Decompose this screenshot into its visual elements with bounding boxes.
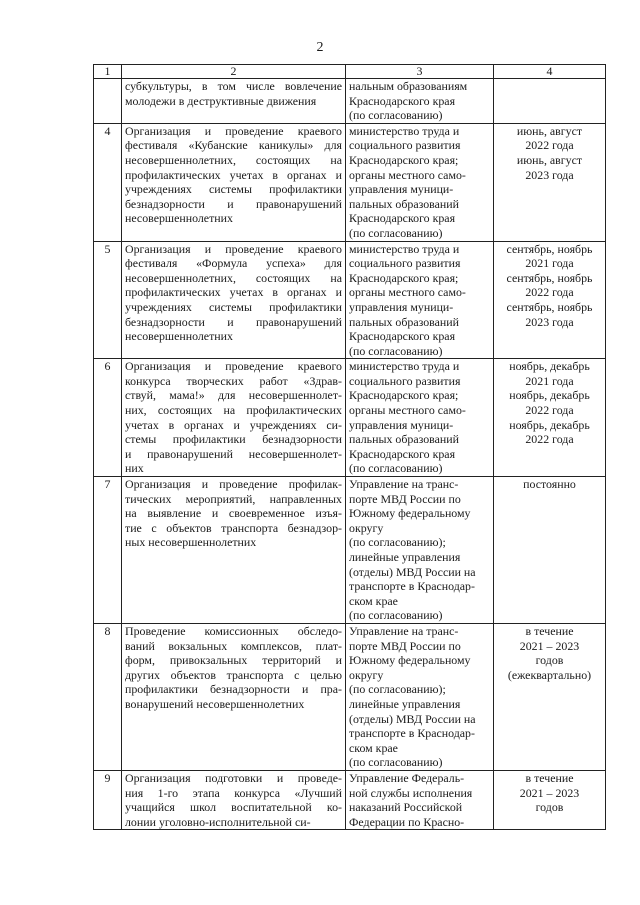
- executor-line: линейные управления: [349, 550, 461, 564]
- executor-line: транспорте в Краснодар-: [349, 726, 475, 741]
- executor-line: управления муници-: [349, 417, 454, 432]
- event-line: них, состоящих на профилактических: [125, 403, 342, 418]
- table-row: [94, 123, 606, 241]
- header-col-event: 2: [122, 65, 346, 79]
- term-line: 2023 года: [525, 314, 574, 329]
- event-description: [122, 770, 346, 829]
- executor-line: Краснодарского края: [349, 446, 456, 461]
- executor-line: округу: [349, 520, 384, 535]
- executor-line: Южному федеральному: [349, 653, 471, 668]
- event-line: несовершеннолетних: [125, 329, 233, 344]
- executor-line: (по согласованию): [349, 755, 443, 770]
- executor: [346, 477, 494, 624]
- event-line: учреждениях системы профилактики: [125, 182, 342, 197]
- table-body: [94, 79, 606, 830]
- executor-line: Краснодарского края;: [349, 388, 459, 403]
- event-description: [122, 241, 346, 359]
- event-line: профилактических учетах в органах и: [125, 167, 342, 182]
- executor-line: управления муници-: [349, 182, 454, 197]
- table-header-row: [94, 65, 606, 79]
- term-line: годов: [535, 800, 564, 815]
- event-line: учреждениях системы профилактики: [125, 299, 342, 314]
- executor-line: социального развития: [349, 138, 461, 153]
- term-line: июнь, август: [516, 152, 583, 167]
- event-description: [122, 79, 346, 124]
- event-line: фестиваля «Кубанские каникулы» для: [125, 138, 342, 153]
- term: [494, 770, 606, 829]
- executor-line: социального развития: [349, 256, 461, 271]
- term: [494, 477, 606, 624]
- term-line: сентябрь, ноябрь: [506, 270, 593, 285]
- event-line: тических мероприятий, направленных: [125, 491, 342, 506]
- executor-line: (отделы) МВД России на: [349, 711, 476, 726]
- event-line: ния 1-го этапа конкурса «Лучший: [125, 785, 342, 800]
- term: [494, 123, 606, 241]
- header-col-number: 1: [94, 65, 122, 79]
- executor-line: порте МВД России по: [349, 638, 461, 653]
- executor-line: наказаний Российской: [349, 800, 463, 815]
- event-line: Организация и проведение краевого: [125, 241, 342, 256]
- event-line: несовершеннолетних, состоящих на: [125, 152, 342, 167]
- event-line: конкурса творческих работ «Здрав-: [125, 373, 342, 388]
- event-line: учетах в органах и учреждениях си-: [125, 417, 342, 432]
- executor-line: ной службы исполнения: [349, 785, 473, 800]
- executor-line: порте МВД России по: [349, 491, 461, 506]
- executor-line: пальных образований: [349, 432, 459, 447]
- measures-table: [93, 64, 606, 830]
- event-line: Организация и проведение профилак-: [125, 477, 342, 492]
- executor-line: (по согласованию);: [349, 535, 446, 550]
- event-description: [122, 359, 346, 477]
- event-line: несовершеннолетних: [125, 211, 233, 226]
- term-line: 2022 года: [525, 285, 574, 300]
- executor-line: Управление на транс-: [349, 477, 459, 492]
- executor-line: Краснодарского края: [349, 329, 456, 344]
- term-line: июнь, август: [516, 123, 583, 138]
- term-line: в течение: [525, 770, 574, 785]
- term-line: 2022 года: [525, 138, 574, 153]
- term-line: 2021 – 2023: [519, 638, 580, 653]
- event-line: ствуй, мама!» для несовершеннолет-: [125, 388, 342, 403]
- table-row: [94, 79, 606, 124]
- term-line: ноябрь, декабрь: [509, 417, 590, 432]
- executor: [346, 241, 494, 359]
- event-line: Организация и проведение краевого: [125, 359, 342, 374]
- row-number: 7: [94, 477, 122, 624]
- event-line: профилактических учетах в органах и: [125, 285, 342, 300]
- executor-line: (отделы) МВД России на: [349, 564, 476, 579]
- event-line: Проведение комиссионных обследо-: [125, 623, 342, 638]
- executor-line: Управление Федераль-: [349, 770, 465, 785]
- event-line: и правонарушений несовершеннолет-: [125, 446, 342, 461]
- executor: [346, 623, 494, 770]
- executor-line: управления муници-: [349, 299, 454, 314]
- executor-line: органы местного само-: [349, 403, 466, 418]
- executor-line: (по согласованию): [349, 343, 443, 358]
- term-line: сентябрь, ноябрь: [506, 241, 593, 256]
- term-line: ноябрь, декабрь: [509, 359, 590, 374]
- executor-line: Федерации по Красно-: [349, 814, 465, 829]
- executor-line: пальных образований: [349, 196, 459, 211]
- event-line: форм, привокзальных территорий и: [125, 653, 342, 668]
- table-row: [94, 359, 606, 477]
- event-line: ваний вокзальных комплексов, плат-: [125, 638, 342, 653]
- event-line: молодежи в деструктивные движения: [125, 93, 317, 108]
- term: [494, 241, 606, 359]
- executor-line: министерство труда и: [349, 359, 460, 374]
- term-line: постоянно: [523, 477, 576, 492]
- table-row: [94, 477, 606, 624]
- event-line: них: [125, 461, 144, 476]
- executor-line: Краснодарского края: [349, 93, 456, 108]
- executor: [346, 359, 494, 477]
- header-col-executor: 3: [346, 65, 494, 79]
- executor-line: (по согласованию);: [349, 682, 446, 697]
- term-line: 2022 года: [525, 403, 574, 418]
- executor-line: (по согласованию): [349, 608, 443, 623]
- term-line: 2021 года: [525, 256, 574, 271]
- event-line: учащийся школ воспитательной ко-: [125, 800, 342, 815]
- term: [494, 623, 606, 770]
- event-description: [122, 477, 346, 624]
- row-number: 6: [94, 359, 122, 477]
- table-row: [94, 770, 606, 829]
- term-line: сентябрь, ноябрь: [506, 299, 593, 314]
- executor-line: органы местного само-: [349, 285, 466, 300]
- executor-line: Краснодарского края;: [349, 270, 459, 285]
- row-number: [94, 79, 122, 124]
- term-line: годов: [535, 653, 564, 668]
- executor-line: (по согласованию): [349, 108, 443, 123]
- executor-line: пальных образований: [349, 314, 459, 329]
- event-description: [122, 623, 346, 770]
- row-number: 9: [94, 770, 122, 829]
- term: [494, 79, 606, 124]
- executor-line: Краснодарского края: [349, 211, 456, 226]
- term-line: 2022 года: [525, 432, 574, 447]
- event-line: других объектов транспорта с целью: [125, 667, 342, 682]
- term-line: (ежеквартально): [507, 667, 592, 682]
- row-number: 8: [94, 623, 122, 770]
- event-line: тие с объектов транспорта безнадзор-: [125, 520, 342, 535]
- term-line: в течение: [525, 623, 574, 638]
- executor: [346, 79, 494, 124]
- executor-line: транспорте в Краснодар-: [349, 579, 475, 594]
- event-line: стемы профилактики безнадзорности: [125, 432, 342, 447]
- page-number: 2: [316, 40, 324, 55]
- event-line: безнадзорности и правонарушений: [125, 314, 342, 329]
- event-description: [122, 123, 346, 241]
- executor: [346, 770, 494, 829]
- executor-line: Краснодарского края;: [349, 152, 459, 167]
- event-line: безнадзорности и правонарушений: [125, 196, 342, 211]
- executor-line: (по согласованию): [349, 225, 443, 240]
- executor-line: ском крае: [349, 740, 398, 755]
- event-line: Организация подготовки и проведе-: [125, 770, 342, 785]
- table-row: [94, 241, 606, 359]
- executor-line: министерство труда и: [349, 241, 460, 256]
- event-line: несовершеннолетних, состоящих на: [125, 270, 342, 285]
- executor-line: органы местного само-: [349, 167, 466, 182]
- event-line: вонарушений несовершеннолетних: [125, 696, 305, 711]
- executor-line: Южному федеральному: [349, 506, 471, 521]
- term-line: ноябрь, декабрь: [509, 388, 590, 403]
- event-line: ных несовершеннолетних: [125, 535, 257, 550]
- executor-line: линейные управления: [349, 696, 461, 711]
- executor-line: нальным образованиям: [349, 79, 468, 93]
- event-line: профилактики безнадзорности и пра-: [125, 682, 342, 697]
- executor: [346, 123, 494, 241]
- term: [494, 359, 606, 477]
- event-line: субкультуры, в том числе вовлечение: [125, 79, 342, 93]
- executor-line: министерство труда и: [349, 123, 460, 138]
- executor-line: (по согласованию): [349, 461, 443, 476]
- row-number: 4: [94, 123, 122, 241]
- executor-line: социального развития: [349, 373, 461, 388]
- executor-line: ском крае: [349, 593, 398, 608]
- event-line: Организация и проведение краевого: [125, 123, 342, 138]
- row-number: 5: [94, 241, 122, 359]
- event-line: лонии уголовно-исполнительной си-: [125, 814, 311, 829]
- table-row: [94, 623, 606, 770]
- term-line: 2023 года: [525, 167, 574, 182]
- event-line: на выявление и своевременное изъя-: [125, 506, 342, 521]
- executor-line: Управление на транс-: [349, 623, 459, 638]
- executor-line: округу: [349, 667, 384, 682]
- term-line: 2021 – 2023: [519, 785, 580, 800]
- header-col-term: 4: [494, 65, 606, 79]
- term-line: 2021 года: [525, 373, 574, 388]
- event-line: фестиваля «Формула успеха» для: [125, 256, 342, 271]
